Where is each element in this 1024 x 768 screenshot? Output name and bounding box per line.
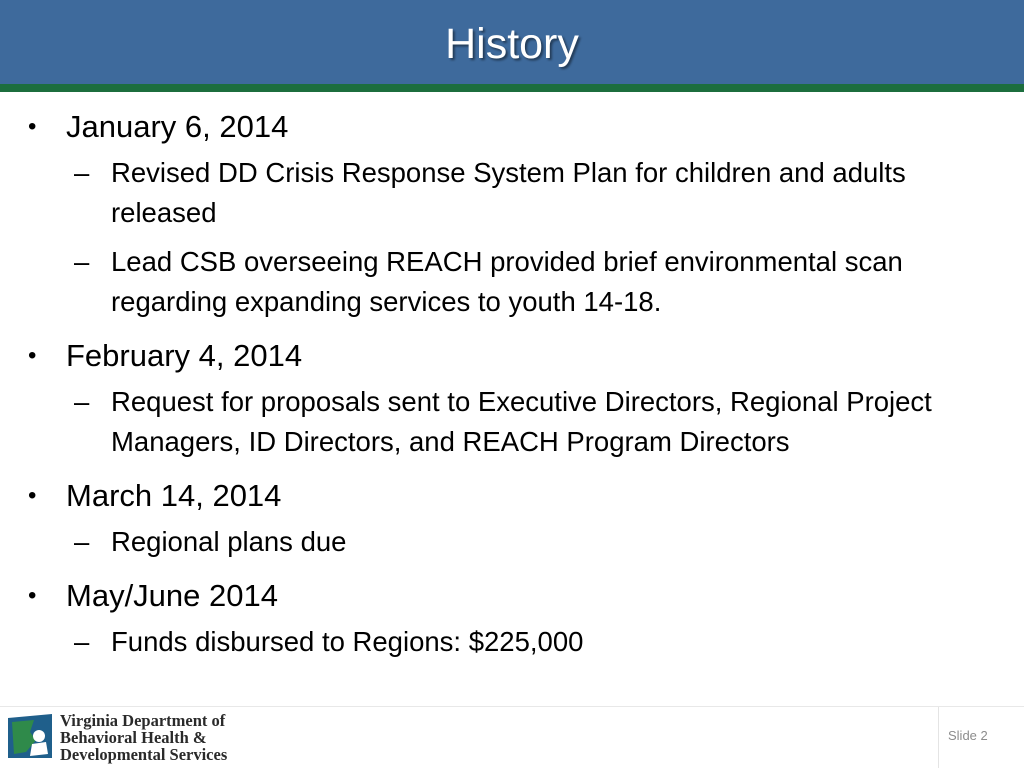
bullet-date: February 4, 2014 [66, 338, 303, 373]
bullet-item-3 [0, 471, 1024, 521]
dash-marker: – [74, 526, 90, 557]
org-line-2: Behavioral Health & [60, 728, 207, 747]
sub-item [0, 382, 1024, 462]
bullet-item-1 [0, 102, 1024, 152]
dash-marker: – [74, 157, 90, 188]
sub-item-text: Request for proposals sent to Executive Directors, Regional Project Managers, ID Directors, and REACH Program Directors [111, 386, 932, 457]
bullet-marker: • [28, 582, 37, 609]
footer-divider-line [0, 706, 1024, 707]
dash-marker: – [74, 386, 90, 417]
footer-vertical-divider [938, 707, 939, 768]
bullet-marker: • [28, 482, 37, 509]
bullet-marker: • [28, 113, 37, 140]
bullet-item-4 [0, 571, 1024, 621]
sub-item [0, 242, 1024, 322]
org-line-1: Virginia Department of [60, 711, 226, 730]
dash-marker: – [74, 246, 90, 277]
bullet-item-2 [0, 331, 1024, 381]
sub-item [0, 153, 1024, 233]
bullet-marker: • [28, 342, 37, 369]
slide-number: Slide 2 [948, 728, 988, 743]
sub-item-text: Regional plans due [111, 526, 347, 557]
sub-item-text: Lead CSB overseeing REACH provided brief environmental scan regarding expanding services to youth 14-18. [111, 246, 903, 317]
bullet-date: May/June 2014 [66, 578, 278, 613]
bullet-date: March 14, 2014 [66, 478, 282, 513]
sub-item [0, 622, 1024, 662]
org-line-3: Developmental Services [60, 745, 228, 764]
slide-title: History [445, 20, 579, 68]
organization-name [60, 712, 227, 763]
sub-item-text: Revised DD Crisis Response System Plan for children and adults released [111, 157, 906, 228]
dash-marker: – [74, 626, 90, 657]
sub-item [0, 522, 1024, 562]
virginia-dbhds-logo-icon [6, 712, 54, 760]
bullet-date: January 6, 2014 [66, 109, 289, 144]
title-accent-line [0, 84, 1024, 92]
slide-content [0, 102, 1024, 671]
sub-item-text: Funds disbursed to Regions: $225,000 [111, 626, 584, 657]
